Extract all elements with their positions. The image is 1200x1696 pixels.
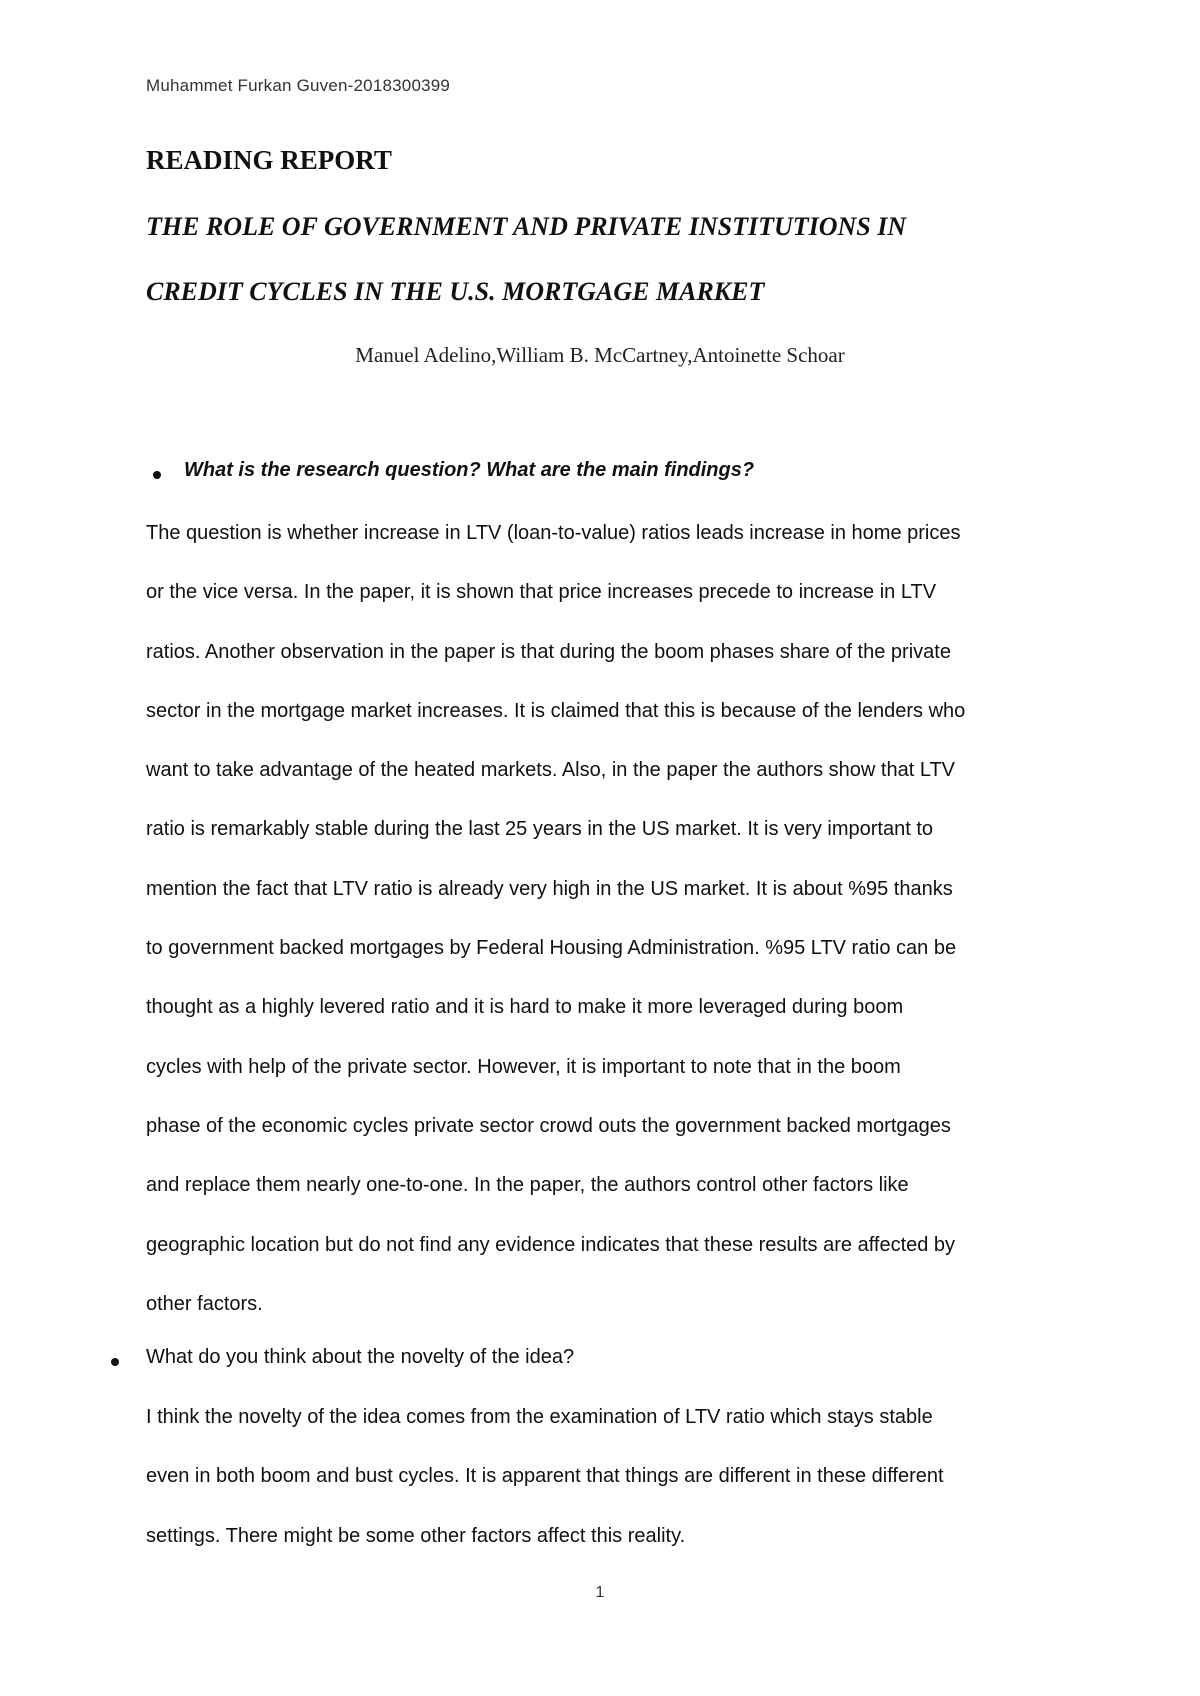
answer-2-line: settings. There might be some other factors affect this reality. bbox=[146, 1524, 686, 1547]
answer-1-line: ratios. Another observation in the paper is that during the boom phases share of the private bbox=[146, 640, 951, 663]
answer-1-line: phase of the economic cycles private sector crowd outs the government backed mortgages bbox=[146, 1114, 951, 1137]
answer-1-line: thought as a highly levered ratio and it is hard to make it more leveraged during boom bbox=[146, 996, 904, 1019]
answer-1-line: to government backed mortgages by Federal Housing Administration. %95 LTV ratio can be bbox=[146, 937, 957, 960]
page-header-author: Muhammet Furkan Guven-2018300399 bbox=[146, 76, 451, 95]
answer-1-line: ratio is remarkably stable during the last 25 years in the US market. It is very important to bbox=[146, 818, 933, 841]
question-1: What is the research question? What are the main findings? bbox=[184, 459, 755, 481]
bullet-icon bbox=[153, 471, 161, 479]
paper-authors: Manuel Adelino,William B. McCartney,Antoinette Schoar bbox=[355, 343, 845, 367]
page-number: 1 bbox=[595, 1584, 605, 1601]
answer-1-line: other factors. bbox=[146, 1292, 263, 1315]
answer-1-line: The question is whether increase in LTV (loan-to-value) ratios leads increase in home prices bbox=[146, 522, 961, 544]
paper-title-line-2: CREDIT CYCLES IN THE U.S. MORTGAGE MARKET bbox=[146, 277, 765, 306]
answer-2-line: I think the novelty of the idea comes from the examination of LTV ratio which stays stable bbox=[146, 1406, 933, 1428]
answer-2-line: even in both boom and bust cycles. It is apparent that things are different in these different bbox=[146, 1465, 944, 1488]
answer-1-line: and replace them nearly one-to-one. In the paper, the authors control other factors like bbox=[146, 1174, 909, 1197]
bullet-icon bbox=[111, 1358, 119, 1366]
answer-1-line: mention the fact that LTV ratio is already very high in the US market. It is about %95 thanks bbox=[146, 877, 953, 900]
answer-2 bbox=[146, 1402, 1076, 1580]
answer-1 bbox=[146, 518, 1076, 1348]
answer-1-line: geographic location but do not find any evidence indicates that these results are affected by bbox=[146, 1233, 956, 1256]
paper-title-line-1: THE ROLE OF GOVERNMENT AND PRIVATE INSTITUTIONS IN bbox=[146, 212, 907, 241]
answer-1-line: cycles with help of the private sector. However, it is important to note that in the boom bbox=[146, 1055, 901, 1078]
report-label: READING REPORT bbox=[146, 145, 392, 175]
answer-1-line: or the vice versa. In the paper, it is shown that price increases precede to increase in LTV bbox=[146, 581, 937, 604]
answer-1-line: want to take advantage of the heated markets. Also, in the paper the authors show that LTV bbox=[146, 759, 956, 782]
question-2: What do you think about the novelty of the idea? bbox=[146, 1346, 575, 1368]
answer-1-line: sector in the mortgage market increases. It is claimed that this is because of the lenders who bbox=[146, 699, 966, 722]
